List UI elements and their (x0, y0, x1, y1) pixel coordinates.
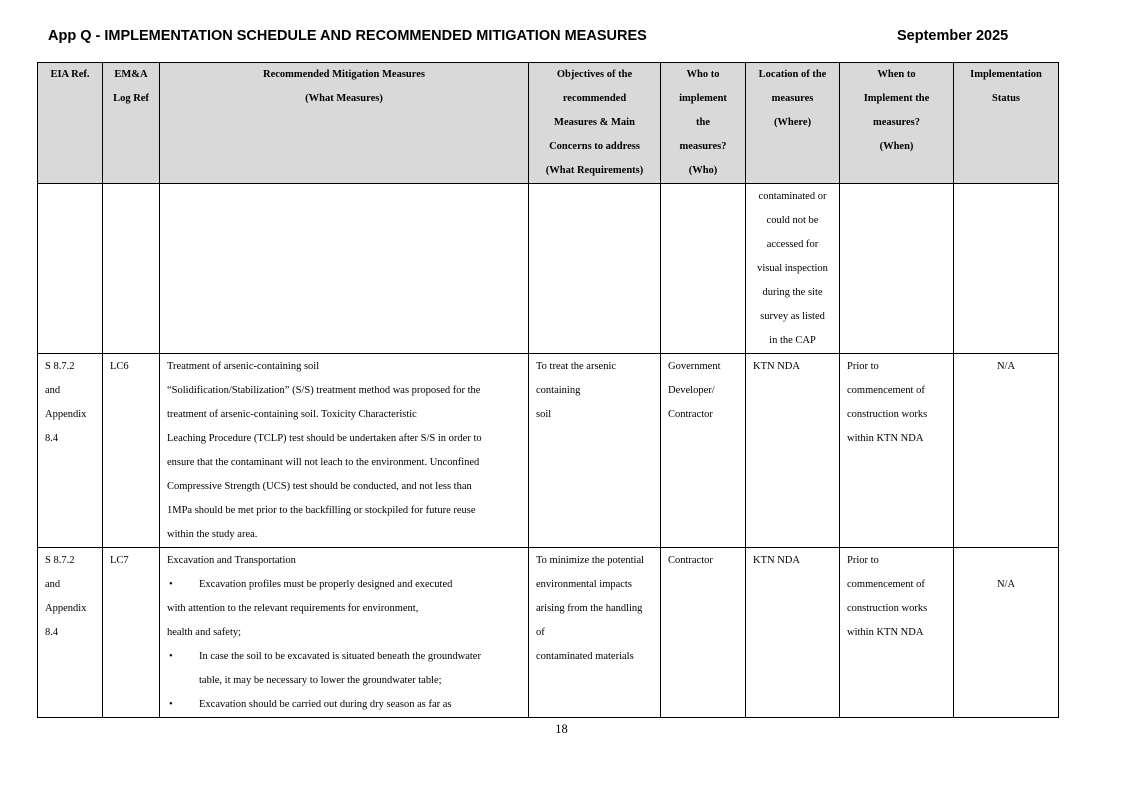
text-line: and (45, 579, 61, 590)
text-line: “Solidification/Stabilization” (S/S) treatment method was proposed for the (167, 385, 481, 396)
header-location (746, 63, 840, 184)
text-line (956, 549, 1056, 573)
text-line: Compressive Strength (UCS) test should be conducted, and not less than (167, 481, 472, 492)
text-line: within KTN NDA (847, 627, 924, 638)
cell-eia-ref (38, 354, 103, 548)
header-who (661, 63, 746, 184)
text-line: When to (877, 69, 916, 80)
text-line: of (536, 627, 545, 638)
text-line: Treatment of arsenic-containing soil (167, 361, 320, 372)
text-line: table, it may be necessary to lower the groundwater table; (199, 675, 442, 686)
bullet-icon: • (169, 699, 173, 710)
text-line: treatment of arsenic-containing soil. Toxicity Characteristic (167, 409, 417, 420)
text-line: (Where) (773, 117, 812, 128)
mitigation-measures-table (37, 62, 1059, 718)
text-line: commencement of (847, 385, 925, 396)
bullet-icon: • (169, 579, 173, 590)
text-line: 8.4 (45, 433, 59, 444)
cell-who (661, 354, 746, 548)
cell-objectives (529, 354, 661, 548)
text-line: N/A (996, 579, 1016, 590)
document-date: September 2025 (897, 28, 1009, 44)
bullet-icon: • (169, 651, 173, 662)
text-line: EIA Ref. (50, 69, 90, 80)
text-line: To treat the arsenic (536, 361, 617, 372)
cell-status (954, 184, 1059, 354)
cell-eia-ref (38, 184, 103, 354)
text-line: visual inspection (757, 263, 828, 274)
text-line: EM&A (114, 69, 148, 80)
measures-title: Excavation and Transportation (167, 555, 296, 566)
text-line: Developer/ (668, 385, 715, 396)
text-line: To minimize the potential (536, 555, 645, 566)
text-line: S 8.7.2 (45, 361, 75, 372)
text-line: health and safety; (167, 627, 242, 638)
text-line: Appendix (45, 409, 87, 420)
header-when (840, 63, 954, 184)
cell-objectives (529, 184, 661, 354)
text-line: (What Measures) (305, 93, 383, 104)
cell-measures (160, 548, 529, 718)
cell-location (746, 184, 840, 354)
text-line: survey as listed (760, 311, 825, 322)
text-line: N/A (996, 361, 1016, 372)
text-line: containing (536, 385, 581, 396)
header-eia-ref (38, 63, 103, 184)
text-line: Prior to (847, 555, 879, 566)
cell-objectives (529, 548, 661, 718)
text-line: (When) (879, 141, 914, 152)
table-row (38, 184, 1059, 354)
text-line: Who to (686, 69, 720, 80)
text-line: implement (679, 93, 727, 104)
document-title: App Q - IMPLEMENTATION SCHEDULE AND RECOMMENDED MITIGATION MEASURES (48, 28, 647, 44)
text-line: (Who) (688, 165, 718, 176)
text-line: S 8.7.2 (45, 555, 75, 566)
bullet-item (167, 573, 522, 597)
text-line: 1MPa should be met prior to the backfilling or stockpiled for future reuse (167, 505, 476, 516)
text-line: KTN NDA (753, 361, 800, 372)
text-line: ensure that the contaminant will not leach to the environment. Unconfined (167, 457, 480, 468)
cell-location (746, 354, 840, 548)
table-row (38, 548, 1059, 718)
text-line: measures? (679, 141, 727, 152)
text-line: could not be (766, 215, 819, 226)
cell-location (746, 548, 840, 718)
header-measures (160, 63, 529, 184)
table-row (38, 354, 1059, 548)
header-objectives (529, 63, 661, 184)
text-line: soil (536, 409, 552, 420)
text-line: Recommended Mitigation Measures (263, 69, 425, 80)
cell-when (840, 548, 954, 718)
text-line: Objectives of the (556, 69, 633, 80)
text-line: Leaching Procedure (TCLP) test should be undertaken after S/S in order to (167, 433, 482, 444)
cell-who (661, 548, 746, 718)
text-line: contaminated or (758, 191, 827, 202)
cell-when (840, 354, 954, 548)
text-line: Contractor (668, 555, 713, 566)
table-header-row (38, 63, 1059, 184)
text-line: construction works (847, 603, 928, 614)
text-line: LC6 (110, 361, 129, 372)
text-line: environmental impacts (536, 579, 632, 590)
text-line: and (45, 385, 61, 396)
text-line: Implementation (970, 69, 1042, 80)
cell-eia-ref (38, 548, 103, 718)
text-line: measures? (872, 117, 921, 128)
text-line: within the study area. (167, 529, 258, 540)
header-log-ref (103, 63, 160, 184)
page-number: 18 (555, 722, 568, 736)
cell-log-ref (103, 184, 160, 354)
cell-who (661, 184, 746, 354)
bullet-item (167, 645, 522, 669)
text-line: accessed for (766, 239, 819, 250)
text-line: (What Requirements) (545, 165, 644, 176)
text-line: Measures & Main (554, 117, 635, 128)
text-line: Log Ref (113, 93, 149, 104)
text-line: contaminated materials (536, 651, 634, 662)
bullet-text: In case the soil to be excavated is situated beneath the groundwater (199, 651, 481, 662)
cell-log-ref (103, 354, 160, 548)
bullet-text: Excavation profiles must be properly designed and executed (199, 579, 453, 590)
text-line: Status (991, 93, 1020, 104)
text-line: arising from the handling (536, 603, 643, 614)
cell-when (840, 184, 954, 354)
cell-measures (160, 354, 529, 548)
text-line: LC7 (110, 555, 129, 566)
text-line: Government (668, 361, 721, 372)
text-line: Implement the (863, 93, 930, 104)
bullet-list (167, 573, 522, 717)
text-line: Concerns to address (549, 141, 640, 152)
bullet-item (167, 693, 522, 717)
text-line: 8.4 (45, 627, 59, 638)
text-line: within KTN NDA (847, 433, 924, 444)
text-line: Contractor (668, 409, 713, 420)
cell-status (954, 548, 1059, 718)
cell-log-ref (103, 548, 160, 718)
cell-measures (160, 184, 529, 354)
text-line: KTN NDA (753, 555, 800, 566)
text-line: measures (771, 93, 814, 104)
cell-status (954, 354, 1059, 548)
text-line: in the CAP (769, 335, 816, 346)
text-line: commencement of (847, 579, 925, 590)
text-line: with attention to the relevant requirements for environment, (167, 603, 419, 614)
bullet-text: Excavation should be carried out during dry season as far as (199, 699, 452, 710)
header-status (954, 63, 1059, 184)
text-line: Location of the (758, 69, 827, 80)
text-line: Prior to (847, 361, 879, 372)
text-line: Appendix (45, 603, 87, 614)
text-line: construction works (847, 409, 928, 420)
text-line: the (696, 117, 710, 128)
text-line: during the site (762, 287, 823, 298)
text-line: recommended (562, 93, 627, 104)
